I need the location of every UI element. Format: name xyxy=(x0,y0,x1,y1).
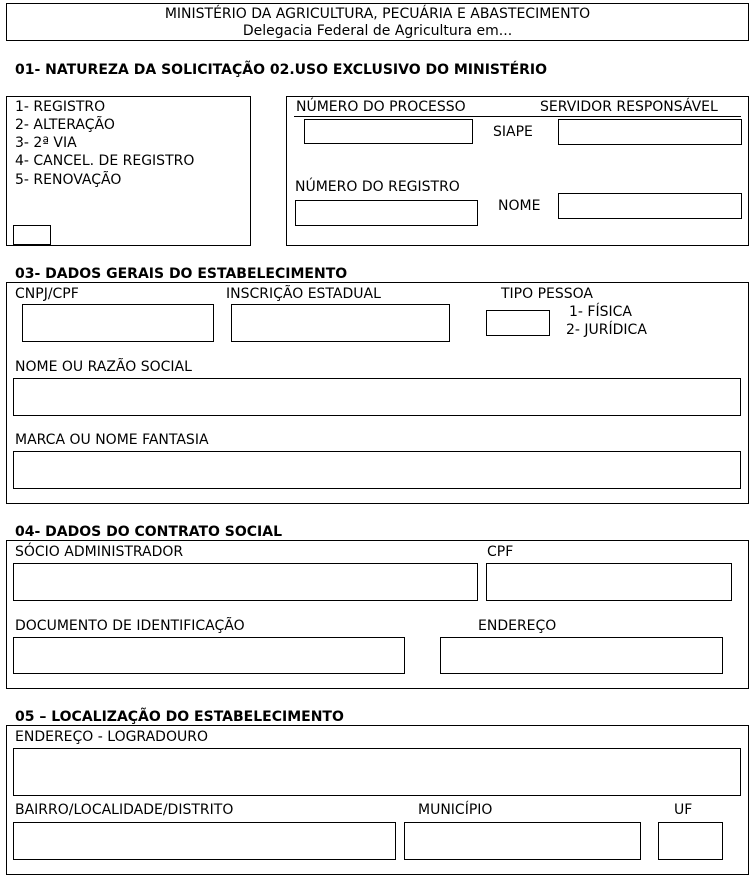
option-renovacao: 5- RENOVAÇÃO xyxy=(15,172,122,188)
section-03-title: 03- DADOS GERAIS DO ESTABELECIMENTO xyxy=(15,266,348,282)
inscricao-field[interactable] xyxy=(231,304,450,342)
cnpj-field[interactable] xyxy=(22,304,214,342)
servidor-responsavel-label: SERVIDOR RESPONSÁVEL xyxy=(540,99,718,115)
numero-registro-field[interactable] xyxy=(295,200,478,226)
uf-label: UF xyxy=(674,802,693,818)
documento-field[interactable] xyxy=(13,637,405,674)
marca-label: MARCA OU NOME FANTASIA xyxy=(15,432,209,448)
inscricao-label: INSCRIÇÃO ESTADUAL xyxy=(226,286,381,302)
cpf-label: CPF xyxy=(487,544,514,560)
natureza-code-field[interactable] xyxy=(13,225,51,245)
option-registro: 1- REGISTRO xyxy=(15,99,106,115)
documento-label: DOCUMENTO DE IDENTIFICAÇÃO xyxy=(15,618,245,634)
cnpj-label: CNPJ/CPF xyxy=(15,286,79,302)
numero-processo-field[interactable] xyxy=(304,119,473,144)
bairro-label: BAIRRO/LOCALIDADE/DISTRITO xyxy=(15,802,234,818)
nome-field[interactable] xyxy=(558,193,742,219)
ministry-name: MINISTÉRIO DA AGRICULTURA, PECUÁRIA E ABASTECIMENTO xyxy=(164,6,591,22)
municipio-field[interactable] xyxy=(404,822,641,860)
juridica-option: 2- JURÍDICA xyxy=(566,322,647,338)
razao-social-label: NOME OU RAZÃO SOCIAL xyxy=(15,359,192,375)
option-segunda-via: 3- 2ª VIA xyxy=(15,135,77,151)
logradouro-label: ENDEREÇO - LOGRADOURO xyxy=(15,729,208,745)
form-header xyxy=(6,3,749,41)
uf-field[interactable] xyxy=(658,822,723,860)
razao-social-field[interactable] xyxy=(13,378,741,416)
fisica-option: 1- FÍSICA xyxy=(569,304,632,320)
numero-registro-label: NÚMERO DO REGISTRO xyxy=(295,179,460,195)
delegacia-line: Delegacia Federal de Agricultura em... xyxy=(242,23,513,39)
numero-processo-label: NÚMERO DO PROCESSO xyxy=(296,99,466,115)
siape-field[interactable] xyxy=(558,119,742,145)
logradouro-field[interactable] xyxy=(13,748,741,796)
option-alteracao: 2- ALTERAÇÃO xyxy=(15,117,115,133)
option-cancelamento: 4- CANCEL. DE REGISTRO xyxy=(15,153,195,169)
socio-label: SÓCIO ADMINISTRADOR xyxy=(15,544,184,560)
nome-label: NOME xyxy=(498,198,541,214)
siape-label: SIAPE xyxy=(493,124,533,140)
section-01-title: 01- NATUREZA DA SOLICITAÇÃO 02.USO EXCLUSIVO DO MINISTÉRIO xyxy=(15,62,548,78)
tipo-pessoa-label: TIPO PESSOA xyxy=(501,286,594,302)
endereco-socio-label: ENDEREÇO xyxy=(478,618,557,634)
section-05-title: 05 – LOCALIZAÇÃO DO ESTABELECIMENTO xyxy=(15,709,344,725)
cpf-field[interactable] xyxy=(486,563,732,601)
tipo-pessoa-field[interactable] xyxy=(486,310,550,336)
bairro-field[interactable] xyxy=(13,822,396,860)
marca-field[interactable] xyxy=(13,451,741,489)
endereco-socio-field[interactable] xyxy=(440,637,723,674)
municipio-label: MUNICÍPIO xyxy=(418,802,493,818)
section-04-title: 04- DADOS DO CONTRATO SOCIAL xyxy=(15,524,283,540)
socio-field[interactable] xyxy=(13,563,478,601)
section-02-divider xyxy=(294,116,741,117)
